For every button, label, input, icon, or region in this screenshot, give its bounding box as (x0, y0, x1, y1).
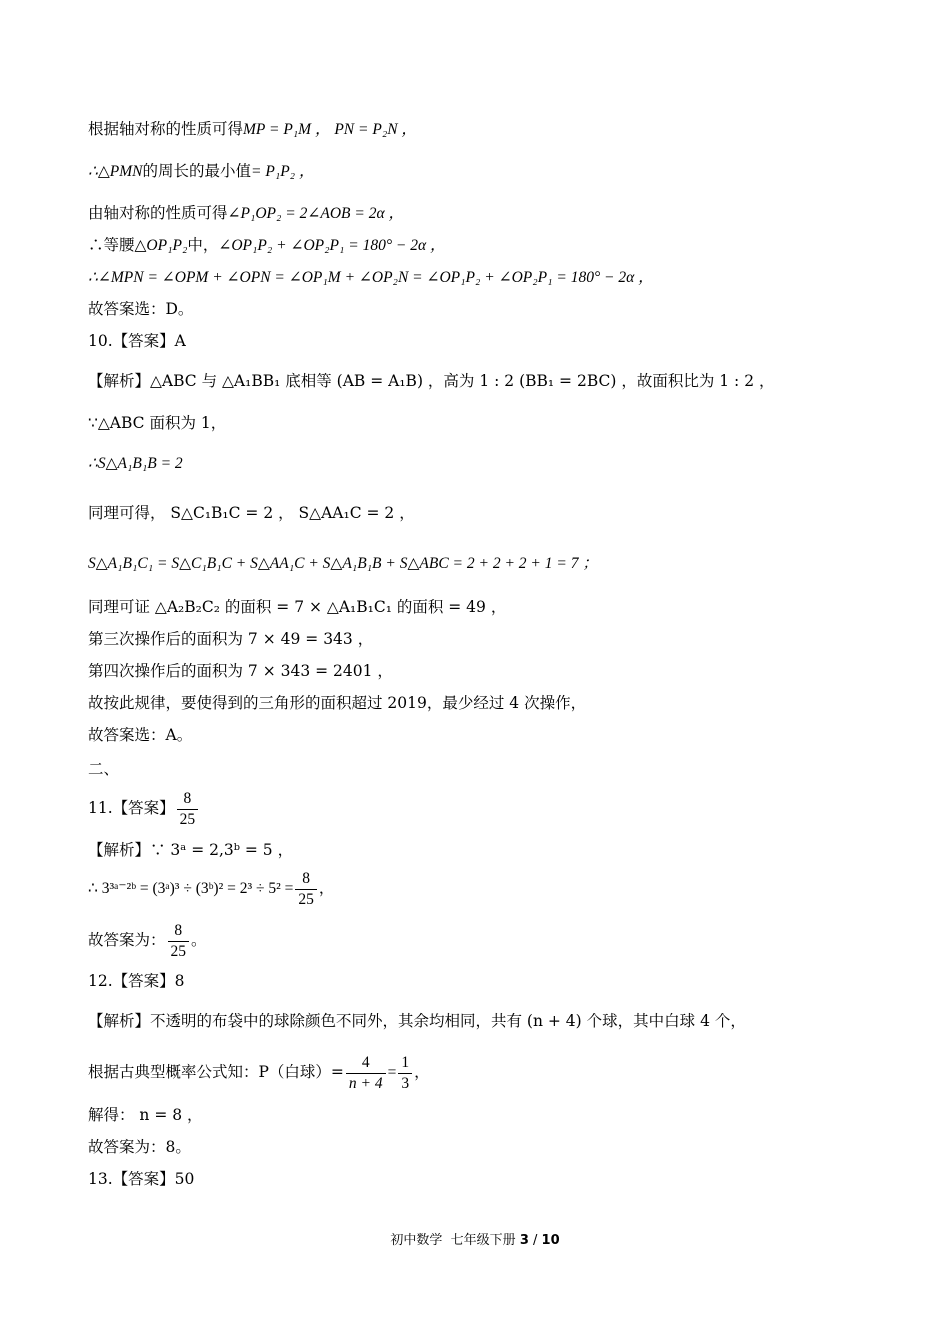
fraction (398, 1053, 412, 1094)
fraction (346, 1053, 386, 1094)
text: ∴等腰 (88, 236, 135, 254)
q12-answer-heading (88, 970, 185, 992)
math: S△A₁B₁C₁ = S△C₁B₁C + S△AA₁C + S△A₁B₁B + S△ABC = 2 + 2 + 2 + 1 = 7 ； (88, 555, 598, 572)
q10-line-10 (88, 724, 192, 746)
denominator: n + 4 (348, 1074, 383, 1092)
fraction (168, 921, 190, 962)
page-total: 10 (541, 1233, 560, 1248)
math: ∠P₁OP₂ = 2∠AOB = 2α ， (227, 205, 404, 222)
text: 13.【答案】50 (88, 1170, 195, 1188)
denominator: 25 (298, 890, 314, 908)
text: 第三次操作后的面积为 7 × 49 = 343 ， (88, 630, 374, 648)
text: 同理可证 △A₂B₂C₂ 的面积 = 7 × △A₁B₁C₁ 的面积 = 49 ， (88, 598, 507, 616)
line-1 (88, 118, 417, 141)
text: 根据轴对称的性质可得 (88, 120, 244, 138)
q10-analysis (88, 370, 775, 392)
line-5 (88, 266, 654, 289)
q11-line-3 (88, 918, 207, 962)
text: 故答案为：8。 (88, 1138, 191, 1156)
q13-answer-heading (88, 1168, 194, 1190)
q10-line-4 (88, 502, 415, 524)
text: 故答案为： (88, 931, 166, 949)
section-2-heading (88, 758, 119, 780)
text: 10.【答案】A (88, 332, 186, 350)
math: ∴∠MPN = ∠OPM + ∠OPN = ∠OP₁M + ∠OP₂N = ∠OP₁P₂ + ∠OP₂P₁ = 180° − 2α ， (88, 269, 654, 286)
numerator: 4 (346, 1053, 386, 1074)
footer-grade: 七年级下册 (450, 1233, 516, 1248)
line-4 (88, 234, 446, 257)
line-6 (88, 298, 193, 320)
numerator: 8 (295, 869, 317, 890)
q10-line-6 (88, 596, 506, 618)
text: 12.【答案】8 (88, 972, 185, 990)
text: 二、 (88, 760, 120, 778)
text: 【解析】不透明的布袋中的球除颜色不同外，其余均相同，共有 (n + 4) 个球，其中白球 4 个， (88, 1012, 746, 1030)
math: = P₁P₂ ， (251, 163, 315, 180)
denominator: 25 (170, 942, 187, 960)
math: △OP₁P₂ (134, 237, 188, 254)
text: 。 (191, 931, 207, 949)
q10-line-2 (88, 412, 226, 434)
text: 由轴对称的性质可得 (88, 204, 228, 222)
q12-analysis (88, 1010, 746, 1032)
numerator: 1 (398, 1053, 412, 1074)
q12-line-4 (88, 1136, 191, 1158)
page-number: 3 (519, 1233, 529, 1248)
q12-line-3 (88, 1104, 203, 1126)
fraction (177, 789, 199, 830)
text: 11.【答案】 (88, 799, 175, 817)
denominator: 25 (179, 810, 196, 828)
text: 根据古典型概率公式知：P（白球）= (88, 1063, 344, 1081)
text: 中， (187, 236, 219, 254)
q10-answer-heading (88, 330, 186, 352)
numerator: 8 (177, 789, 199, 810)
text: 故答案选：A。 (88, 726, 193, 744)
q10-line-9 (88, 692, 586, 714)
text: 故按此规律，要使得到的三角形的面积超过 2019，最少经过 4 次操作， (88, 694, 587, 712)
q11-line-2 (88, 866, 334, 911)
q11-answer-heading (88, 786, 200, 830)
denominator: 3 (401, 1074, 410, 1092)
text: 的周长的最小值 (142, 162, 252, 180)
q10-line-5 (88, 552, 598, 575)
math: ∴S△A₁B₁B = 2 (88, 455, 183, 472)
line-3 (88, 202, 404, 225)
q10-line-3 (88, 452, 183, 475)
text: 【解析】△ABC 与 △A₁BB₁ 底相等 (AB = A₁B) ，高为 1 : 2 (BB₁ = 2BC) ，故面积比为 1 : 2 ， (88, 372, 775, 390)
text: ， (318, 879, 335, 897)
q11-analysis (88, 839, 293, 861)
text: 【解析】∵ 3ᵃ = 2,3ᵇ = 5 ， (88, 841, 294, 859)
text: ∵△ABC 面积为 1， (88, 414, 227, 432)
numerator: 8 (168, 921, 190, 942)
text: 故答案选：D。 (88, 300, 194, 318)
page-separator: / (533, 1233, 538, 1248)
math: ∠OP₁P₂ + ∠OP₂P₁ = 180° − 2α ， (218, 237, 446, 254)
math: ∴ 3³ᵃ⁻²ᵇ = (3ᵃ)³ ÷ (3ᵇ)² = 2³ ÷ 5² = (88, 880, 294, 897)
page-footer (0, 1229, 950, 1248)
text: 同理可得， S△C₁B₁C = 2 ， S△AA₁C = 2 ， (88, 504, 415, 522)
fraction (295, 869, 317, 910)
math: ∴△PMN (88, 163, 143, 180)
text: 第四次操作后的面积为 7 × 343 = 2401 ， (88, 662, 393, 680)
math: MP = P₁M ， PN = P₂N ， (243, 121, 417, 138)
line-2 (88, 160, 314, 183)
text: 解得： n = 8 ， (88, 1106, 203, 1124)
footer-subject: 初中数学 (390, 1233, 443, 1248)
q12-line-2: 根据古典型概率公式知：P（白球）= $\frac{4}{n + 4}$ = $\frac{1}{3}$ ， (88, 1053, 430, 1092)
q10-line-7 (88, 628, 373, 650)
q10-line-8 (88, 660, 393, 682)
